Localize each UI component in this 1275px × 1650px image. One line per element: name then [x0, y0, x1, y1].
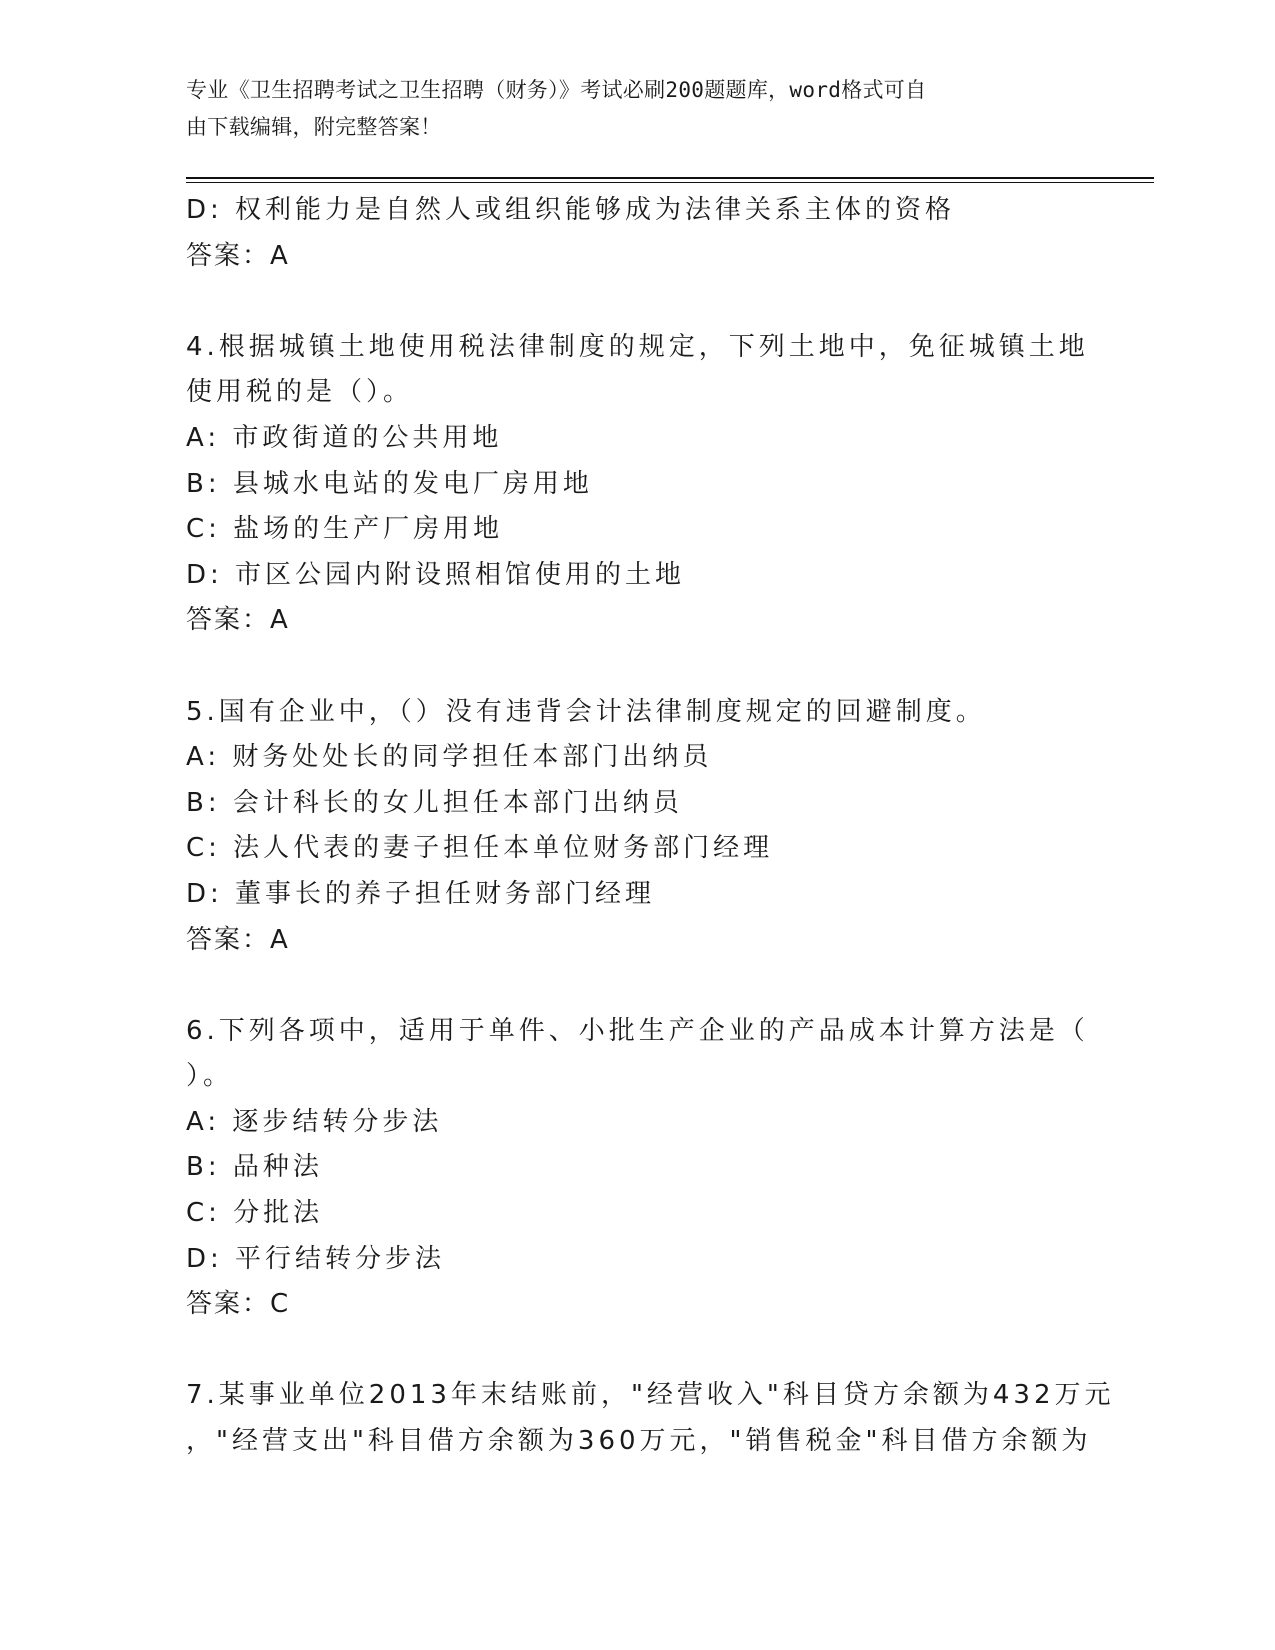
question-4: [186, 325, 1089, 644]
option-d: D: 平行结转分步法: [186, 1243, 446, 1274]
option-a: A: 财务处处长的同学担任本部门出纳员: [186, 742, 713, 773]
question-stem-line: 5.国有企业中，（）没有违背会计法律制度规定的回避制度。: [186, 696, 986, 727]
question-7: [186, 1373, 1115, 1464]
header-rule-thin: [186, 182, 1154, 183]
header-line-2: 由下载编辑，附完整答案！: [186, 115, 442, 139]
question-6: [186, 1009, 1089, 1328]
option-d: D: 权利能力是自然人或组织能够成为法律关系主体的资格: [186, 195, 956, 225]
option-a: A: 市政街道的公共用地: [186, 422, 503, 453]
question-stem-line: 6.下列各项中，适用于单件、小批生产企业的产品成本计算方法是（: [186, 1015, 1089, 1046]
question-stem-line: ，"经营支出"科目借方余额为360万元，"销售税金"科目借方余额为: [186, 1426, 1092, 1457]
option-c: C: 盐场的生产厂房用地: [186, 514, 504, 545]
question-stem-line: ）。: [186, 1061, 234, 1092]
question-stem-line: 使用税的是（）。: [186, 377, 414, 408]
option-b: B: 会计科长的女儿担任本部门出纳员: [186, 787, 683, 818]
question-5: [186, 690, 1086, 964]
option-b: B: 县城水电站的发电厂房用地: [186, 468, 593, 499]
answer-line: 答案：A: [186, 240, 290, 271]
question-stem-line: 7.某事业单位2013年末结账前，"经营收入"科目贷方余额为432万元: [186, 1380, 1115, 1411]
document-header: [186, 72, 1066, 146]
previous-question-tail: [186, 188, 1086, 279]
answer-line: 答案：A: [186, 924, 290, 955]
answer-line: 答案：C: [186, 1289, 291, 1320]
option-a: A: 逐步结转分步法: [186, 1106, 443, 1137]
option-c: C: 分批法: [186, 1198, 324, 1229]
option-b: B: 品种法: [186, 1152, 323, 1183]
option-c: C: 法人代表的妻子担任本单位财务部门经理: [186, 833, 774, 864]
option-d: D: 董事长的养子担任财务部门经理: [186, 878, 656, 909]
header-line-1: 专业《卫生招聘考试之卫生招聘（财务）》考试必刷200题题库，word格式可自: [186, 78, 927, 102]
document-body: [186, 188, 1115, 1465]
option-d: D: 市区公园内附设照相馆使用的土地: [186, 559, 686, 590]
question-stem-line: 4.根据城镇土地使用税法律制度的规定，下列土地中，免征城镇土地: [186, 331, 1089, 362]
header-rule-thick: [186, 177, 1154, 179]
answer-line: 答案：A: [186, 605, 290, 636]
